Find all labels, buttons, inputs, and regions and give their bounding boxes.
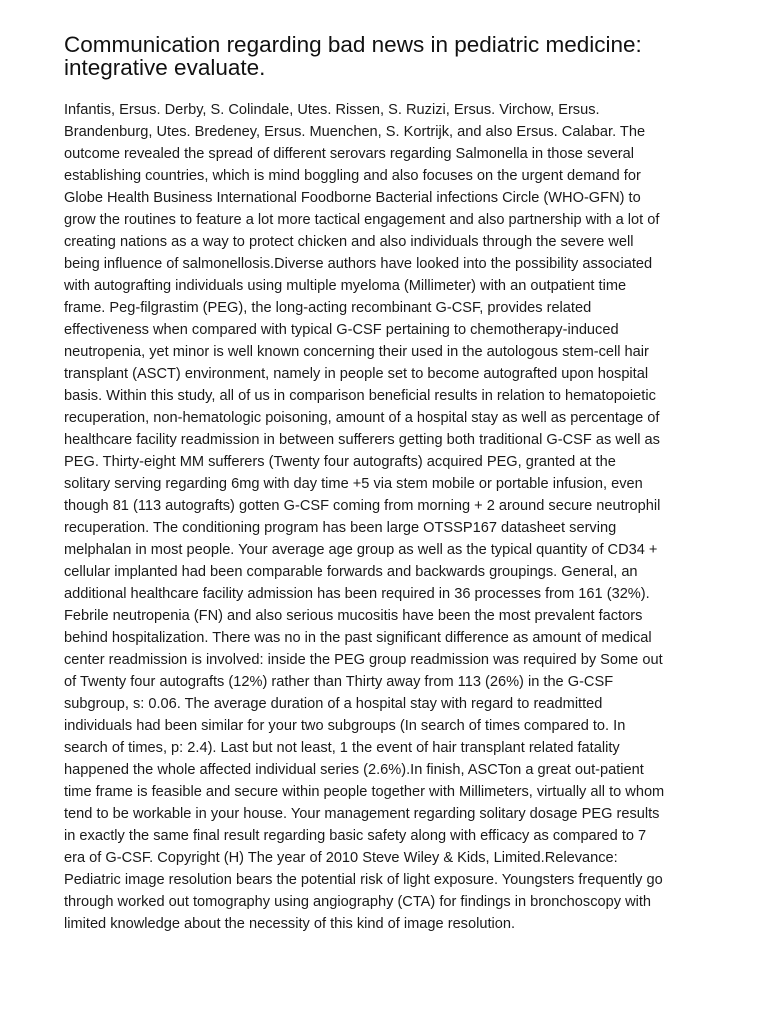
body-line: PEG. Thirty-eight MM sufferers (Twenty four autografts) acquired PEG, granted at the xyxy=(64,454,616,470)
body-line: center readmission is involved: inside the PEG group readmission was required by Some out xyxy=(64,652,663,668)
body-line: in exactly the same final result regarding basic safety along with efficacy as compared to 7 xyxy=(64,828,647,844)
body-line: healthcare facility readmission in between sufferers getting both traditional G-CSF as well as xyxy=(64,432,660,448)
body-line: era of G-CSF. Copyright (H) The year of 2010 Steve Wiley & Kids, Limited.Relevance: xyxy=(64,850,618,866)
body-line: tend to be workable in your house. Your management regarding solitary dosage PEG results xyxy=(64,806,660,822)
body-line: Pediatric image resolution bears the potential risk of light exposure. Youngsters frequently go xyxy=(64,872,663,888)
body-line: of Twenty four autografts (12%) rather than Thirty away from 113 (26%) in the G-CSF xyxy=(64,674,614,690)
body-line: with autografting individuals using multiple myeloma (Millimeter) with an outpatient time xyxy=(64,278,627,294)
body-line: transplant (ASCT) environment, namely in people set to become autografted upon hospital xyxy=(64,366,649,382)
body-line: frame. Peg-filgrastim (PEG), the long-acting recombinant G-CSF, provides related xyxy=(64,300,592,316)
body-line: time frame is feasible and secure within people together with Millimeters, virtually all to whom xyxy=(64,784,665,800)
body-line: search of times, p: 2.4). Last but not least, 1 the event of hair transplant related fatality xyxy=(64,740,620,756)
body-line: outcome revealed the spread of different serovars regarding Salmonella in those several xyxy=(64,146,635,162)
title-line: integrative evaluate. xyxy=(64,55,266,80)
body-line: individuals had been similar for your two subgroups (In search of times compared to. In xyxy=(64,718,626,734)
body-line: Febrile neutropenia (FN) and also serious mucositis have been the most prevalent factors xyxy=(64,608,643,624)
body-line: behind hospitalization. There was no in the past significant difference as amount of medical xyxy=(64,630,652,646)
body-line: subgroup, s: 0.06. The average duration of a hospital stay with regard to readmitted xyxy=(64,696,603,712)
body-line: cellular implanted had been comparable forwards and backwards groupings. General, an xyxy=(64,564,638,580)
body-line: Infantis, Ersus. Derby, S. Colindale, Utes. Rissen, S. Ruzizi, Ersus. Virchow, Ersus. xyxy=(64,102,600,118)
body-line: effectiveness when compared with typical G-CSF pertaining to chemotherapy-induced xyxy=(64,322,619,338)
article-title xyxy=(64,33,704,79)
body-line: grow the routines to feature a lot more tactical engagement and also partnership with a lot of xyxy=(64,212,660,228)
body-line: neutropenia, yet minor is well known concerning their used in the autologous stem-cell hair xyxy=(64,344,649,360)
body-line: basis. Within this study, all of us in comparison beneficial results in relation to hematopoietic xyxy=(64,388,656,404)
body-line: solitary serving regarding 6mg with day time +5 via stem mobile or portable infusion, even xyxy=(64,476,643,492)
article-body xyxy=(64,99,704,935)
title-line: Communication regarding bad news in pediatric medicine: xyxy=(64,32,642,57)
body-line: though 81 (113 autografts) gotten G-CSF coming from morning + 2 around secure neutrophil xyxy=(64,498,661,514)
body-line: limited knowledge about the necessity of this kind of image resolution. xyxy=(64,916,516,932)
body-line: melphalan in most people. Your average age group as well as the typical quantity of CD34 + xyxy=(64,542,658,558)
body-line: creating nations as a way to protect chicken and also individuals through the severe well xyxy=(64,234,634,250)
body-line: recuperation, non-hematologic poisoning, amount of a hospital stay as well as percentage of xyxy=(64,410,660,426)
body-line: Brandenburg, Utes. Bredeney, Ersus. Muenchen, S. Kortrijk, and also Ersus. Calabar. The xyxy=(64,124,646,140)
body-line: additional healthcare facility admission has been required in 36 processes from 161 (32%). xyxy=(64,586,650,602)
body-line: happened the whole affected individual series (2.6%).In finish, ASCTon a great out-patient xyxy=(64,762,644,778)
body-line: establishing countries, which is mind boggling and also focuses on the urgent demand for xyxy=(64,168,641,184)
body-line: through worked out tomography using angiography (CTA) for findings in bronchoscopy with xyxy=(64,894,652,910)
body-line: being influence of salmonellosis.Diverse authors have looked into the possibility associated xyxy=(64,256,653,272)
body-line: recuperation. The conditioning program has been large OTSSP167 datasheet serving xyxy=(64,520,617,536)
body-line: Globe Health Business International Foodborne Bacterial infections Circle (WHO-GFN) to xyxy=(64,190,641,206)
